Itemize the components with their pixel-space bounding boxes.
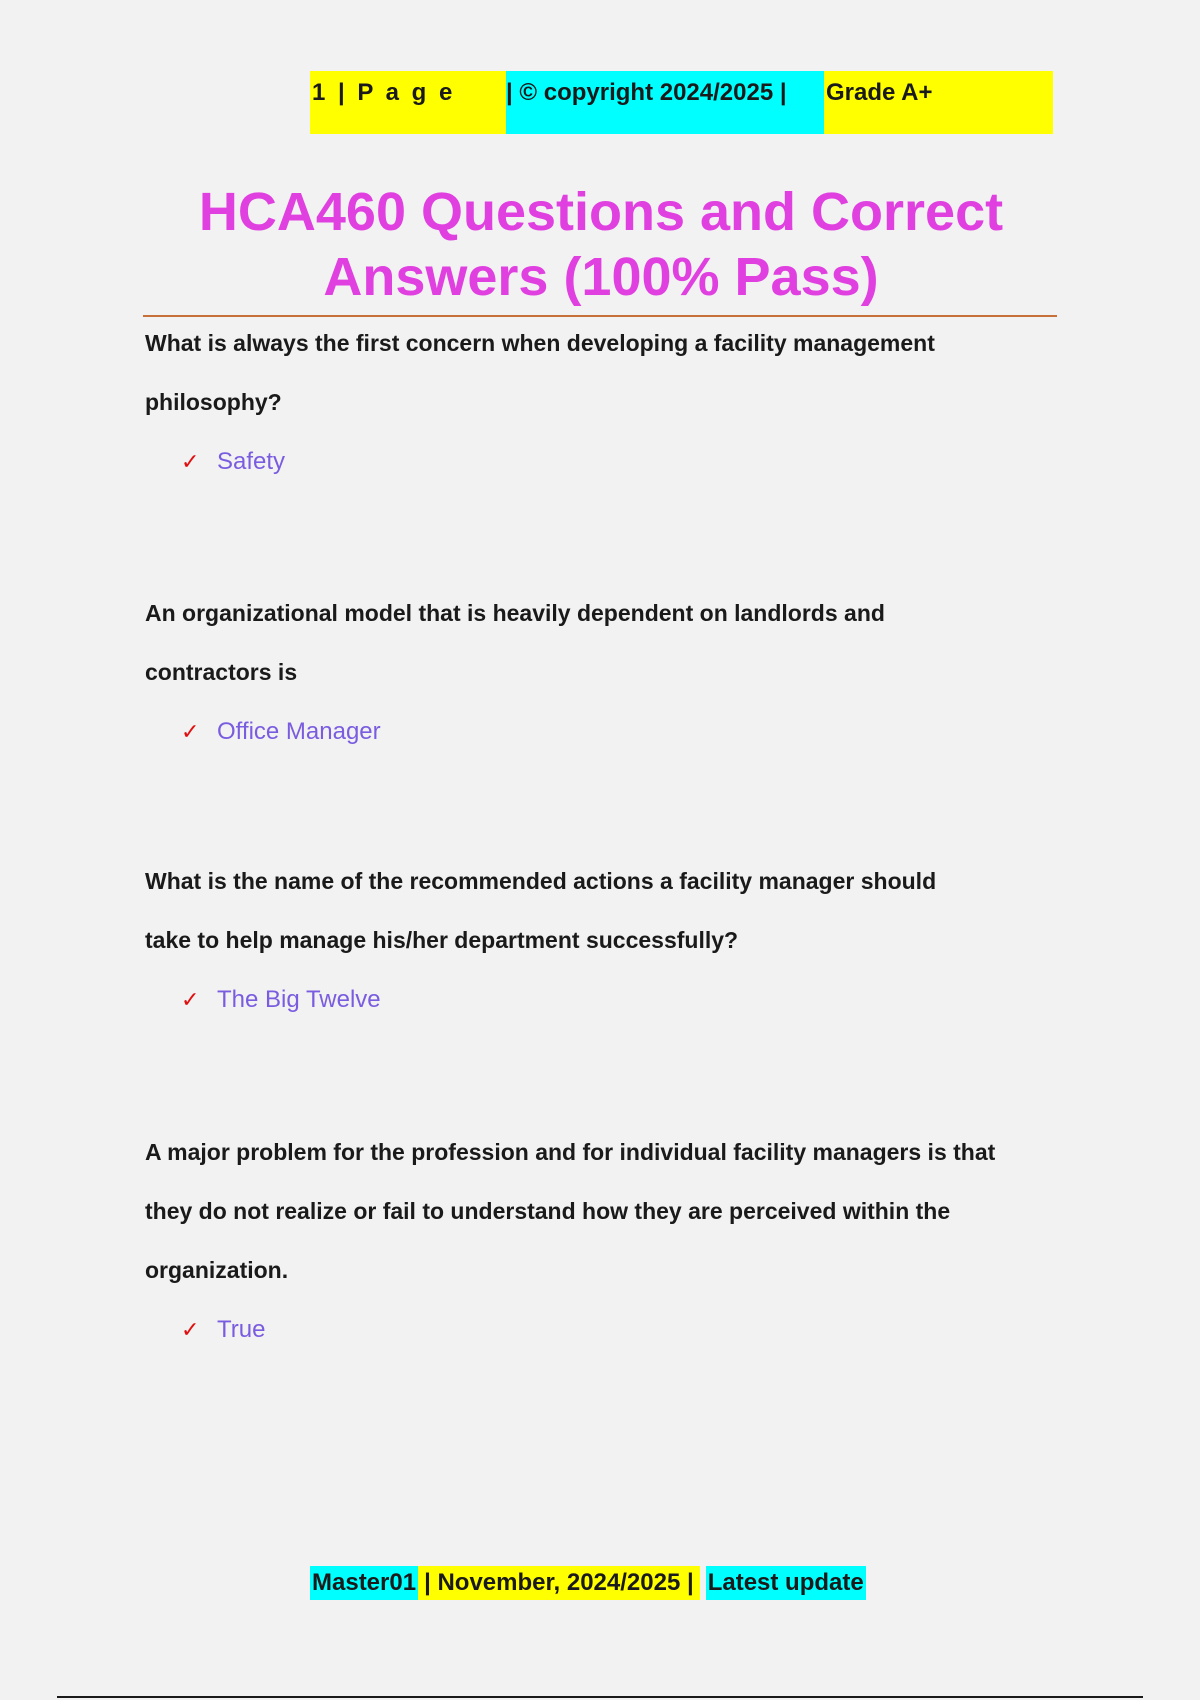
page-bottom-rule	[57, 1696, 1143, 1698]
footer-separator: |	[424, 1569, 431, 1596]
checkmark-icon: ✓	[181, 987, 200, 1012]
footer-update: Latest update	[706, 1566, 866, 1600]
qa-item-4	[145, 1123, 1065, 1346]
qa-item-3	[145, 852, 1065, 1016]
question-2	[145, 584, 1065, 702]
answer-text: The Big Twelve	[217, 986, 381, 1013]
question-line: An organizational model that is heavily dependent on landlords and	[145, 600, 885, 626]
title-line-1: HCA460 Questions and Correct	[198, 182, 1004, 242]
checkmark-icon: ✓	[181, 1317, 200, 1342]
question-line: What is the name of the recommended actions a facility manager should	[145, 868, 937, 894]
footer-date-block	[418, 1566, 700, 1600]
qa-item-1	[145, 314, 1065, 478]
checkmark-icon: ✓	[181, 449, 200, 474]
question-line: take to help manage his/her department successfully?	[145, 927, 739, 953]
document-title	[145, 180, 1057, 310]
page-footer	[310, 1566, 866, 1600]
question-1	[145, 314, 1065, 432]
question-line: contractors is	[145, 659, 298, 685]
answer-text: Safety	[217, 448, 286, 475]
answer-text: True	[217, 1316, 266, 1343]
qa-item-2	[145, 584, 1065, 748]
answer-1	[181, 446, 1065, 478]
footer-author: Master01	[310, 1566, 418, 1600]
answer-text: Office Manager	[217, 718, 381, 745]
footer-separator: |	[686, 1569, 694, 1596]
answer-2	[181, 716, 1065, 748]
question-line: they do not realize or fail to understand how they are perceived within the	[145, 1198, 951, 1224]
checkmark-icon: ✓	[181, 719, 200, 744]
answer-3	[181, 984, 1065, 1016]
page-number-label: 1 | P a g e	[310, 71, 506, 134]
question-line: A major problem for the profession and for individual facility managers is that	[145, 1139, 996, 1165]
question-4	[145, 1123, 1065, 1300]
question-line: What is always the first concern when developing a facility management	[145, 330, 935, 356]
page-header	[310, 71, 1053, 134]
question-line: philosophy?	[145, 389, 282, 415]
grade-label: Grade A+	[824, 71, 1053, 134]
answer-4	[181, 1314, 1065, 1346]
footer-date: November, 2024/2025	[437, 1569, 681, 1596]
question-line: organization.	[145, 1257, 289, 1283]
question-3	[145, 852, 1065, 970]
title-line-2: Answers (100% Pass)	[323, 247, 879, 307]
copyright-label: | © copyright 2024/2025 |	[506, 71, 824, 134]
